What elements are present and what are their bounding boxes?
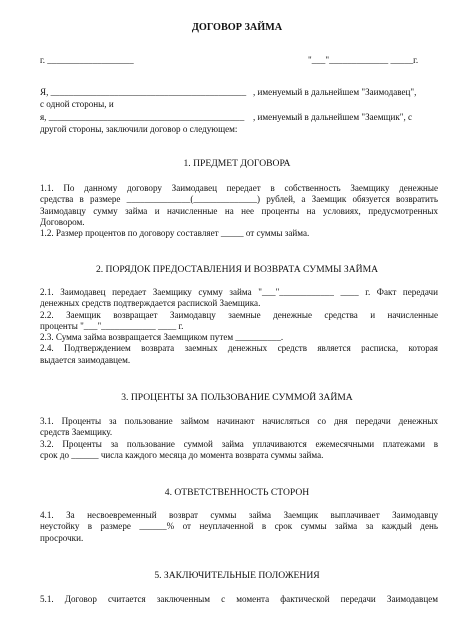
section-3-line: 3.1. Проценты за пользование займом начинают начисляться со дня передачи денежных — [40, 416, 438, 426]
section-1-line: Договором. — [40, 216, 85, 227]
section-2-heading: 2. ПОРЯДОК ПРЕДОСТАВЛЕНИЯ И ВОЗВРАТА СУММЫ ЗАЙМА — [95, 264, 379, 275]
parties-borrower-role: , именуемый в дальнейшем "Заемщик", с — [253, 112, 413, 122]
section-1-line: 1.2. Размер процентов по договору составляет _____ от суммы займа. — [40, 228, 310, 239]
section-1-body — [40, 183, 438, 239]
section-2-line: денежных средств подтверждается распиской Заемщика. — [40, 298, 261, 309]
section-4-heading: 4. ОТВЕТСТВЕННОСТЬ СТОРОН — [164, 487, 310, 498]
section-3-line: средств Заемщику. — [40, 427, 113, 438]
section-1-line: 1.1. По данному договору Заимодавец передает в собственность Заемщику денежные — [40, 183, 438, 193]
section-3-heading: 3. ПРОЦЕНТЫ ЗА ПОЛЬЗОВАНИЕ СУММОЙ ЗАЙМА — [121, 392, 353, 403]
section-1-line: средства в размере ______________(______________) рублей, а Заемщик обязуется возвратить — [40, 194, 438, 205]
section-3-line: срок до ______ числа каждого месяца до момента возврата суммы займа. — [40, 449, 324, 460]
section-2-line: 2.2. Заемщик возвращает Заимодавцу заемные денежные средства и начисленные — [40, 309, 438, 320]
section-5-line: 5.1. Договор считается заключенным с момента фактической передачи Заимодавцем — [40, 594, 438, 604]
parties-line-2: с одной стороны, и — [40, 99, 114, 109]
section-2-line: выдается заимодавцем. — [40, 354, 131, 365]
section-2-line: проценты "___"____________ ____ г. — [40, 320, 184, 331]
section-2-line: 2.3. Сумма займа возвращается Заемщиком путем __________. — [40, 332, 284, 343]
section-2-body — [40, 287, 438, 366]
section-2-line: 2.4. Подтверждением возврата заемных денежных средств является расписка, которая — [40, 343, 438, 354]
section-5-heading: 5. ЗАКЛЮЧИТЕЛЬНЫЕ ПОЛОЖЕНИЯ — [154, 570, 320, 581]
section-5-body — [40, 594, 438, 605]
place-line: г. ___________________ — [40, 55, 134, 65]
section-4-line: просрочки. — [40, 532, 84, 543]
date-line: "___"_____________ _____г. — [308, 55, 419, 65]
parties-lender-blank: Я, ___________________________________________ — [40, 87, 247, 97]
parties-lender-role: , именуемый в дальнейшем "Заимодавец", — [253, 87, 417, 97]
section-4-line: неустойку в размере ______% от неуплаченной в срок суммы займа за каждый день — [40, 521, 438, 532]
section-1-heading: 1. ПРЕДМЕТ ДОГОВОРА — [183, 158, 291, 169]
parties-line-4: другой стороны, заключили договор о следующем: — [40, 124, 238, 134]
section-3-line: 3.2. Проценты за пользование суммой займа уплачиваются ежемесячными платежами в — [40, 438, 438, 449]
section-4-body — [40, 510, 438, 544]
section-2-line: 2.1. Заимодавец передает Заемщику сумму займа "___"____________ ____ г. Факт передачи — [40, 287, 438, 297]
document-title: ДОГОВОР ЗАЙМА — [191, 22, 283, 33]
section-1-line: Заимодавцу сумму займа и начисленные на нее проценты на условиях, предусмотренных — [40, 205, 438, 216]
section-3-body — [40, 416, 438, 461]
section-4-line: 4.1. За несвоевременный возврат суммы займа Заемщик выплачивает Заимодавцу — [40, 510, 438, 520]
parties-borrower-blank: я, ___________________________________________ — [40, 112, 245, 122]
